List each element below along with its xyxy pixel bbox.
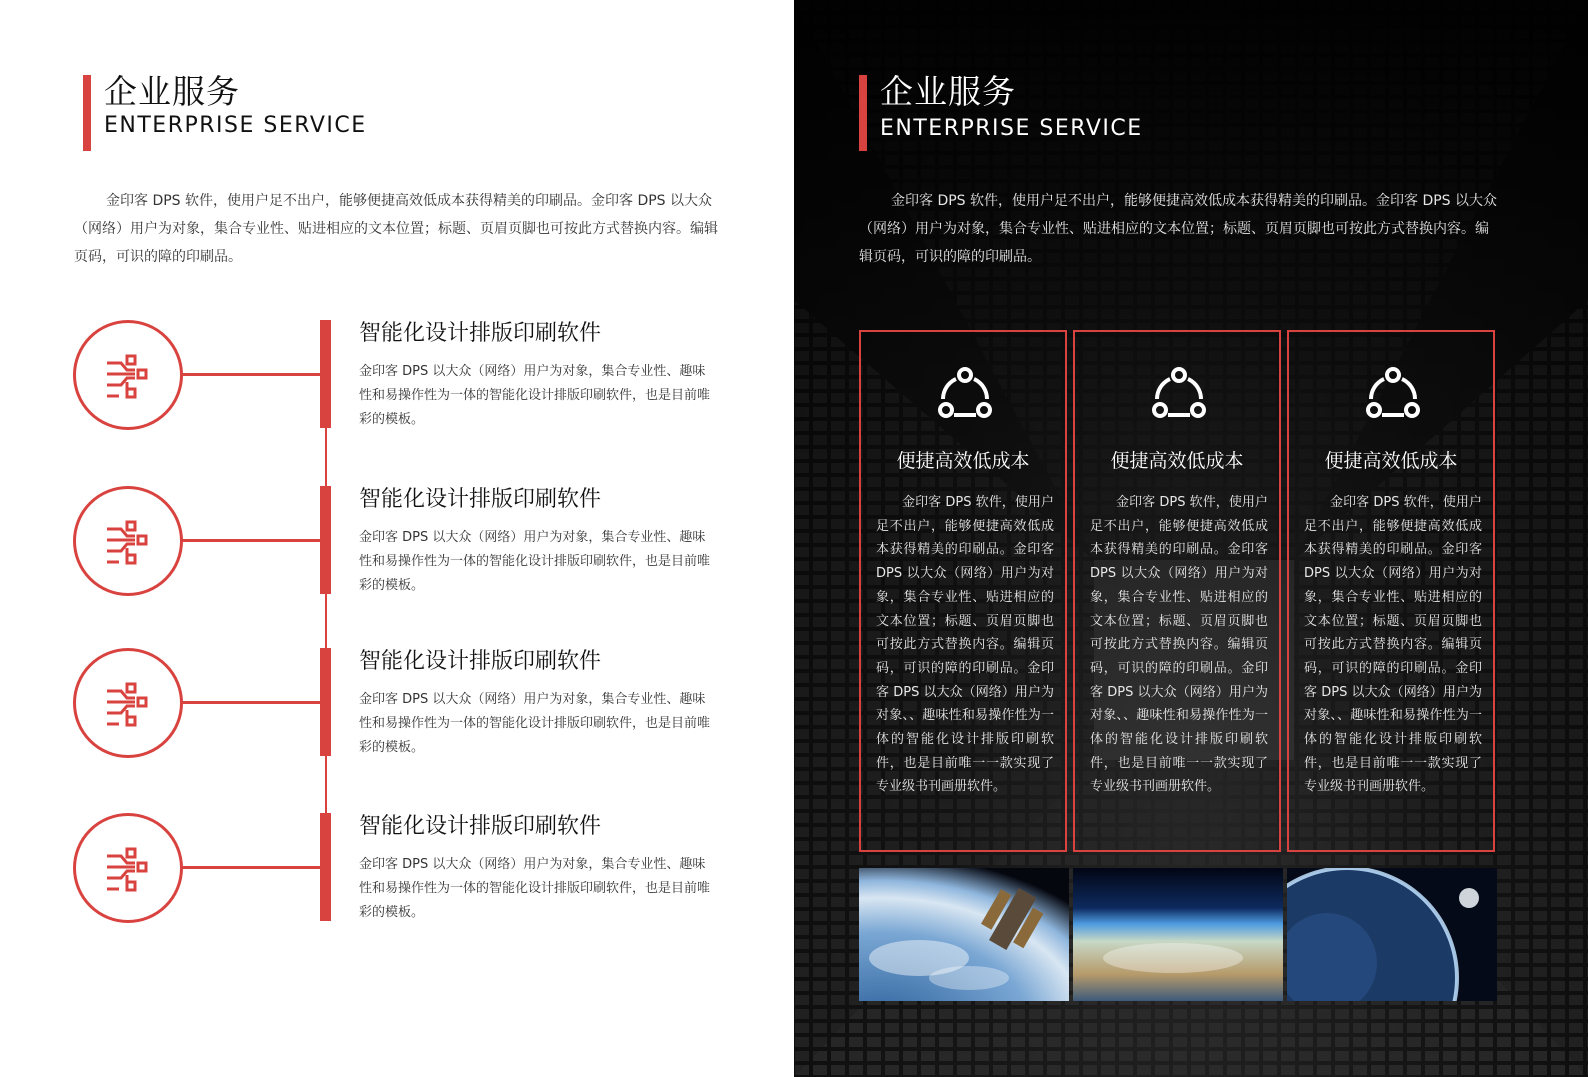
item-title: 智能化设计排版印刷软件	[359, 649, 602, 674]
share-nodes-icon	[1151, 365, 1207, 421]
earth-night-moon-photo	[1287, 868, 1497, 1001]
right-page	[794, 0, 1588, 1077]
timeline-marker	[320, 813, 331, 921]
timeline-marker	[320, 648, 331, 756]
circuit-icon	[105, 847, 151, 893]
circle-badge	[73, 486, 183, 596]
feature-card	[1073, 330, 1281, 852]
timeline-item	[0, 486, 794, 596]
feature-card	[1287, 330, 1495, 852]
item-description: 金印客 DPS 以大众（网络）用户为对象，集合专业性、趣味性和易操作性为一体的智能化设计排版印刷软件，也是目前唯彩的模板。	[359, 530, 711, 593]
circuit-icon	[105, 354, 151, 400]
circuit-icon	[105, 520, 151, 566]
earth-satellite-photo	[859, 868, 1069, 1001]
intro-paragraph: 金印客 DPS 软件，使用户足不出户，能够便捷高效低成本获得精美的印刷品。金印客 DPS 以大众（网络）用户为对象，集合专业性、贴进相应的文本位置；标题、页眉页脚也可按此方式替换内容。编辑页码，可识的障的印刷品。	[859, 193, 1498, 265]
item-title: 智能化设计排版印刷软件	[359, 321, 602, 346]
title-accent-bar	[83, 75, 91, 151]
item-title: 智能化设计排版印刷软件	[359, 814, 602, 839]
card-title: 便捷高效低成本	[1324, 450, 1458, 472]
page-subtitle: ENTERPRISE SERVICE	[104, 113, 367, 138]
item-description: 金印客 DPS 以大众（网络）用户为对象，集合专业性、趣味性和易操作性为一体的智能化设计排版印刷软件，也是目前唯彩的模板。	[359, 364, 711, 427]
timeline-item	[0, 320, 794, 430]
page-title: 企业服务	[880, 72, 1016, 111]
share-nodes-icon	[937, 365, 993, 421]
card-title: 便捷高效低成本	[1110, 450, 1244, 472]
title-accent-bar	[859, 75, 867, 151]
connector-line	[182, 701, 320, 704]
timeline-marker	[320, 320, 331, 428]
card-description: 金印客 DPS 软件，使用户足不出户，能够便捷高效低成本获得精美的印刷品。金印客 DPS 以大众（网络）用户为对象，集合专业性、贴进相应的文本位置；标题、页眉页脚也可按此方式替换内容。编辑页码，可识的障的印刷品。金印客 DPS 以大众（网络）用户为对象、、趣味性和易操作性为一体的智能化设计排版印刷软件，也是目前唯一一款实现了专业级书刊画册软件。	[1304, 495, 1482, 795]
feature-card	[859, 330, 1067, 852]
share-nodes-icon	[1365, 365, 1421, 421]
page-title: 企业服务	[104, 72, 240, 111]
earth-horizon-photo	[1073, 868, 1283, 1001]
circle-badge	[73, 648, 183, 758]
intro-paragraph: 金印客 DPS 软件，使用户足不出户，能够便捷高效低成本获得精美的印刷品。金印客 DPS 以大众（网络）用户为对象，集合专业性、贴进相应的文本位置；标题、页眉页脚也可按此方式替换内容。编辑页码，可识的障的印刷品。	[74, 193, 718, 265]
card-title: 便捷高效低成本	[896, 450, 1030, 472]
item-title: 智能化设计排版印刷软件	[359, 487, 602, 512]
timeline-marker	[320, 486, 331, 594]
timeline-item	[0, 813, 794, 923]
connector-line	[182, 866, 320, 869]
circle-badge	[73, 813, 183, 923]
connector-line	[182, 539, 320, 542]
page-subtitle: ENTERPRISE SERVICE	[880, 116, 1143, 141]
item-description: 金印客 DPS 以大众（网络）用户为对象，集合专业性、趣味性和易操作性为一体的智能化设计排版印刷软件，也是目前唯彩的模板。	[359, 857, 711, 920]
card-description: 金印客 DPS 软件，使用户足不出户，能够便捷高效低成本获得精美的印刷品。金印客 DPS 以大众（网络）用户为对象，集合专业性、贴进相应的文本位置；标题、页眉页脚也可按此方式替换内容。编辑页码，可识的障的印刷品。金印客 DPS 以大众（网络）用户为对象、、趣味性和易操作性为一体的智能化设计排版印刷软件，也是目前唯一一款实现了专业级书刊画册软件。	[1090, 495, 1268, 795]
item-description: 金印客 DPS 以大众（网络）用户为对象，集合专业性、趣味性和易操作性为一体的智能化设计排版印刷软件，也是目前唯彩的模板。	[359, 692, 711, 755]
circuit-icon	[105, 682, 151, 728]
timeline-item	[0, 648, 794, 758]
circle-badge	[73, 320, 183, 430]
card-description: 金印客 DPS 软件，使用户足不出户，能够便捷高效低成本获得精美的印刷品。金印客 DPS 以大众（网络）用户为对象，集合专业性、贴进相应的文本位置；标题、页眉页脚也可按此方式替换内容。编辑页码，可识的障的印刷品。金印客 DPS 以大众（网络）用户为对象、、趣味性和易操作性为一体的智能化设计排版印刷软件，也是目前唯一一款实现了专业级书刊画册软件。	[876, 495, 1054, 795]
connector-line	[182, 373, 320, 376]
